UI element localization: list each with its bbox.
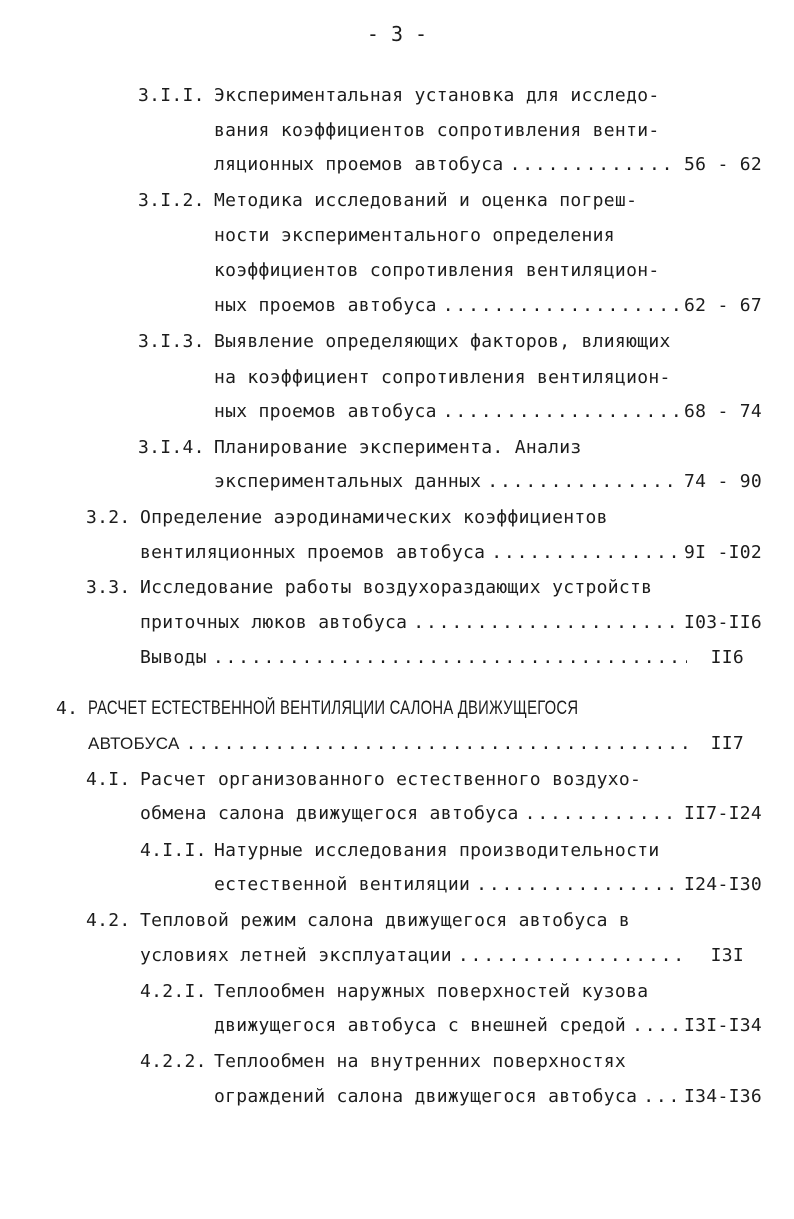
toc-entry-number: 4.I.I.	[140, 840, 207, 861]
toc-entry-lead-line	[140, 944, 744, 968]
toc-entry-text: Теплообмен наружных поверхностей кузова	[214, 981, 649, 1002]
toc-entry-text: Методика исследований и оценка погреш-	[214, 190, 638, 211]
toc-entry-lead-line	[214, 400, 762, 424]
toc-entry-text: ограждений салона движущегося автобуса	[214, 1086, 638, 1107]
leader-dots	[213, 646, 687, 670]
toc-entry-lead-line	[214, 153, 762, 177]
toc-entry-pages: 62 - 67	[684, 295, 762, 316]
toc-entry-number: 3.2.	[86, 507, 131, 528]
toc-entry-text: Тепловой режим салона движущегося автобуса в	[140, 910, 631, 931]
toc-entry-pages: 68 - 74	[684, 401, 762, 422]
toc-entry-pages: II7	[710, 733, 744, 754]
toc-chapter-title: АВТОБУСА	[88, 734, 180, 753]
toc-entry-lead-line	[88, 732, 744, 756]
leader-dots	[186, 732, 687, 756]
toc-entry-lead-line	[140, 611, 762, 635]
toc-entry-text: ности экспериментального определения	[214, 225, 615, 246]
toc-entry-text: на коэффициент сопротивления вентиляцион-	[214, 367, 671, 388]
toc-entry-pages: II7-I24	[684, 803, 762, 824]
toc-entry-text: Расчет организованного естественного воздухо-	[140, 769, 642, 790]
toc-entry-pages: I3I-I34	[684, 1015, 762, 1036]
toc-entry-number: 3.I.2.	[138, 190, 205, 211]
toc-entry-lead-line	[140, 541, 762, 565]
toc-entry-text: Выявление определяющих факторов, влияющих	[214, 331, 671, 352]
toc-entry-lead-line	[214, 294, 762, 318]
toc-entry-number: 4.2.2.	[140, 1051, 207, 1072]
toc-entry-number: 3.I.I.	[138, 85, 205, 106]
toc-entry-number: 4.2.I.	[140, 981, 207, 1002]
leader-dots	[510, 153, 678, 177]
page-number: - 3 -	[366, 22, 428, 46]
toc-entry-pages: I03-II6	[684, 612, 762, 633]
leader-dots	[632, 1014, 678, 1038]
toc-entry-number: 4.2.	[86, 910, 131, 931]
toc-entry-text: Натурные исследования производительности	[214, 840, 660, 861]
toc-entry-pages: I34-I36	[684, 1086, 762, 1107]
toc-entry-lead-line	[214, 1085, 762, 1109]
toc-entry-pages: 74 - 90	[684, 471, 762, 492]
leader-dots	[643, 1085, 678, 1109]
toc-entry-text: движущегося автобуса с внешней средой	[214, 1015, 627, 1036]
toc-entry-text: Исследование работы воздухораздающих устройств	[140, 577, 653, 598]
leader-dots	[491, 541, 678, 565]
toc-entry-pages: II6	[710, 647, 744, 668]
toc-entry-pages: I3I	[710, 945, 744, 966]
toc-entry-text: коэффициентов сопротивления вентиляцион-	[214, 260, 660, 281]
toc-entry-text: вания коэффициентов сопротивления венти-	[214, 120, 660, 141]
leader-dots	[525, 802, 678, 826]
toc-entry-text: экспериментальных данных	[214, 471, 482, 492]
toc-entry-number: 4.I.	[86, 769, 131, 790]
toc-entry-text: естественной вентиляции	[214, 874, 471, 895]
toc-entry-text: ных проемов автобуса	[214, 401, 437, 422]
toc-entry-text: Теплообмен на внутренних поверхностях	[214, 1051, 627, 1072]
toc-entry-pages: 9I -I02	[684, 542, 762, 563]
toc-chapter-title: РАСЧЕТ ЕСТЕСТВЕННОЙ ВЕНТИЛЯЦИИ САЛОНА ДВИЖУЩЕГОСЯ	[88, 698, 579, 719]
toc-entry-text: ных проемов автобуса	[214, 295, 437, 316]
toc-entry-text: ляционных проемов автобуса	[214, 154, 504, 175]
toc-entry-lead-line	[214, 1014, 762, 1038]
toc-entry-text: Определение аэродинамических коэффициентов	[140, 507, 608, 528]
toc-entry-text: обмена салона движущегося автобуса	[140, 803, 519, 824]
toc-entry-number: 3.I.3.	[138, 331, 205, 352]
toc-entry-text: Планирование эксперимента. Анализ	[214, 437, 582, 458]
leader-dots	[443, 294, 678, 318]
toc-entry-lead-line	[214, 470, 762, 494]
toc-entry-lead-line	[140, 646, 744, 670]
toc-entry-lead-line	[214, 873, 762, 897]
leader-dots	[413, 611, 678, 635]
toc-chapter-number: 4.	[56, 698, 79, 719]
toc-entry-text: условиях летней эксплуатации	[140, 945, 452, 966]
toc-entry-number: 3.3.	[86, 577, 131, 598]
toc-entry-lead-line	[140, 802, 762, 826]
leader-dots	[458, 944, 687, 968]
leader-dots	[476, 873, 678, 897]
toc-entry-text: Выводы	[140, 647, 207, 668]
toc-entry-pages: 56 - 62	[684, 154, 762, 175]
toc-entry-number: 3.I.4.	[138, 437, 205, 458]
leader-dots	[487, 470, 678, 494]
toc-entry-text: приточных люков автобуса	[140, 612, 408, 633]
toc-entry-text: вентиляционных проемов автобуса	[140, 542, 486, 563]
toc-entry-text: Экспериментальная установка для исследо-	[214, 85, 660, 106]
toc-entry-pages: I24-I30	[684, 874, 762, 895]
leader-dots	[443, 400, 678, 424]
